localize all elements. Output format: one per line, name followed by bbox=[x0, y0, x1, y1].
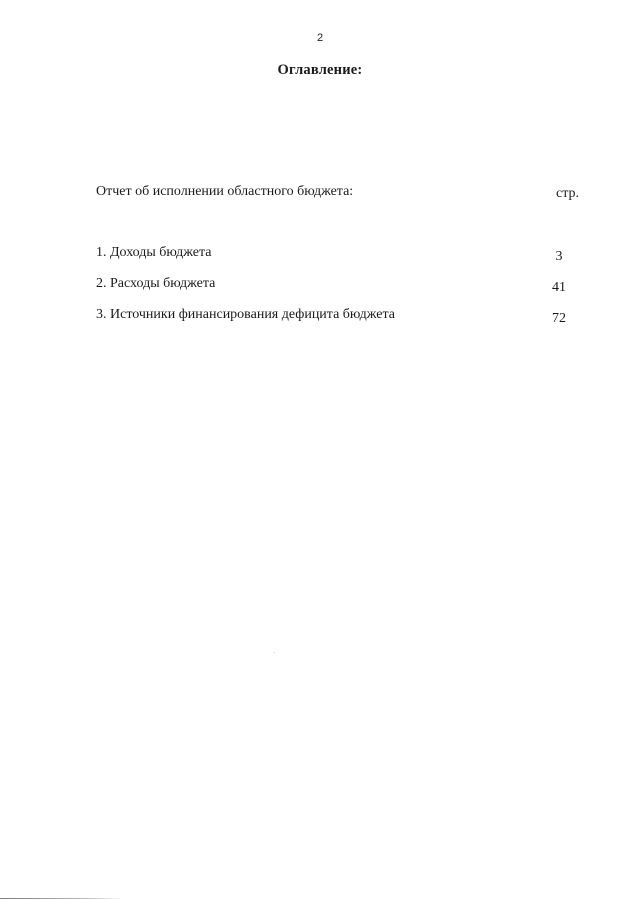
scan-edge-line bbox=[0, 898, 124, 899]
toc-title: Оглавление: bbox=[277, 62, 363, 78]
toc-item-page-number: 41 bbox=[552, 280, 566, 295]
toc-item-label: 3. Источники финансирования дефицита бюджета bbox=[96, 307, 396, 322]
page-column-label: стр. bbox=[556, 186, 580, 201]
section-heading: Отчет об исполнении областного бюджета: bbox=[96, 184, 354, 199]
toc-list bbox=[96, 244, 586, 337]
toc-item-deficit-financing[interactable] bbox=[96, 306, 586, 337]
scan-speck bbox=[274, 652, 275, 653]
toc-item-page-number: 72 bbox=[552, 311, 566, 326]
toc-item-label: 1. Доходы бюджета bbox=[96, 245, 212, 260]
toc-item-label: 2. Расходы бюджета bbox=[96, 276, 216, 291]
toc-item-expenses[interactable] bbox=[96, 275, 586, 306]
page-number: 2 bbox=[316, 32, 324, 44]
toc-item-page-number: 3 bbox=[555, 249, 563, 264]
toc-item-income[interactable] bbox=[96, 244, 586, 275]
